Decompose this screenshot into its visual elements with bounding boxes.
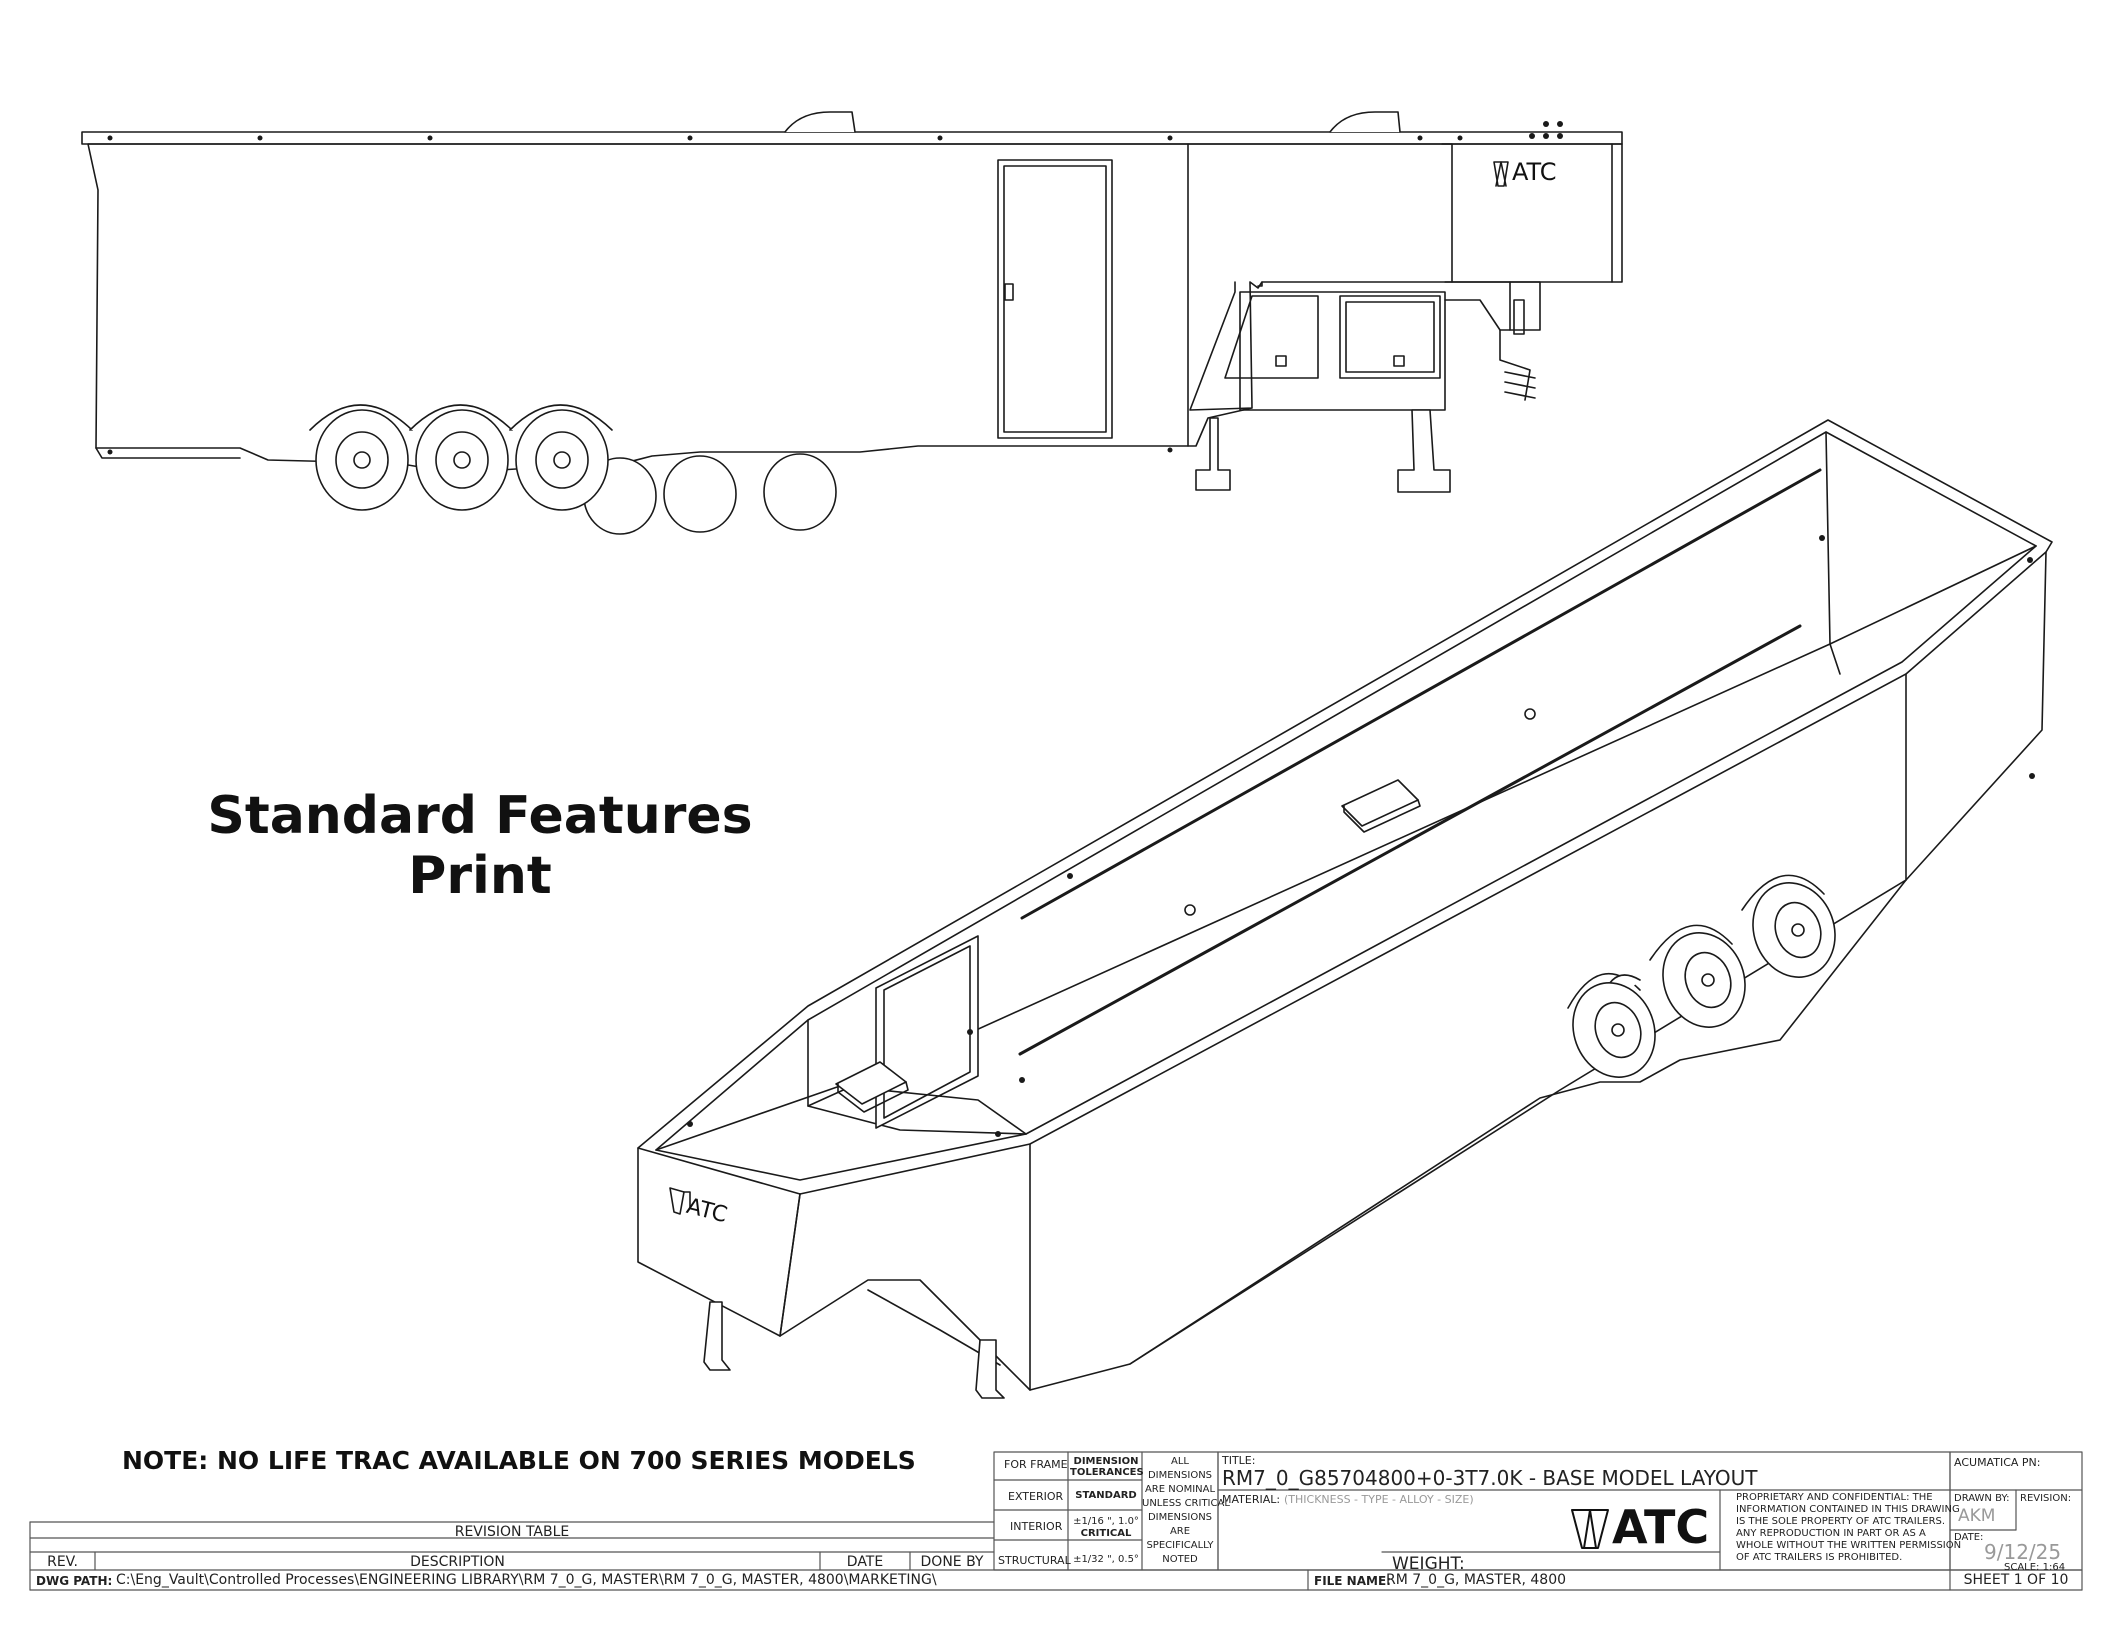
nominal-line: ARE NOMINAL (1144, 1484, 1216, 1495)
proprietary-line: INFORMATION CONTAINED IN THIS DRAWING (1736, 1504, 1960, 1515)
proprietary-line: IS THE SOLE PROPERTY OF ATC TRAILERS. (1736, 1516, 1946, 1527)
weight-label: WEIGHT: (1392, 1554, 1465, 1574)
scale-value: SCALE: 1:64 (2004, 1562, 2066, 1573)
drawn-by-value: AKM (1958, 1506, 1996, 1526)
side-view (82, 112, 1622, 534)
rev-column-header: REV. (47, 1554, 78, 1570)
iso-view-logo-text: ATC (683, 1194, 730, 1229)
exterior-label: EXTERIOR (1008, 1490, 1064, 1503)
interior-label: INTERIOR (1010, 1520, 1063, 1533)
isometric-view (638, 420, 2052, 1398)
proprietary-line: ANY REPRODUCTION IN PART OR AS A (1736, 1528, 1926, 1539)
dwg-path-label: DWG PATH: (36, 1574, 113, 1588)
nominal-line: SPECIFICALLY (1146, 1540, 1214, 1551)
nominal-line: DIMENSIONS (1147, 1470, 1213, 1481)
structural-label: STRUCTURAL (998, 1554, 1071, 1567)
proprietary-line: WHOLE WITHOUT THE WRITTEN PERMISSION (1736, 1540, 1962, 1551)
drawing-title: RM7_0_G85704800+0-3T7.0K - BASE MODEL LAYOUT (1222, 1466, 1758, 1490)
nominal-line: ARE (1169, 1526, 1191, 1537)
done-by-column-header: DONE BY (920, 1554, 984, 1570)
nominal-line: DIMENSIONS (1147, 1512, 1213, 1523)
nominal-note (1142, 1455, 1230, 1567)
description-column-header: DESCRIPTION (410, 1554, 505, 1570)
date-label: DATE: (1954, 1532, 1984, 1543)
tolerances-label: TOLERANCES (1070, 1467, 1144, 1478)
proprietary-line: PROPRIETARY AND CONFIDENTIAL: THE (1736, 1492, 1933, 1503)
material-value: (THICKNESS - TYPE - ALLOY - SIZE) (1284, 1493, 1474, 1506)
standard-value: ±1/16 ", 1.0° (1073, 1516, 1139, 1527)
file-name-value: RM 7_0_G, MASTER, 4800 (1386, 1572, 1567, 1588)
title-label: TITLE: (1222, 1454, 1256, 1467)
file-name-label: FILE NAME: (1314, 1574, 1391, 1588)
nominal-line: UNLESS CRITICAL (1142, 1498, 1230, 1509)
proprietary-line: OF ATC TRAILERS IS PROHIBITED. (1736, 1552, 1903, 1563)
nominal-line: NOTED (1162, 1554, 1198, 1565)
date-value: 9/12/25 (1984, 1540, 2062, 1564)
dimension-label: DIMENSION (1073, 1456, 1139, 1467)
headline-line-1: Standard Features (207, 786, 753, 846)
drawn-by-label: DRAWN BY: (1954, 1493, 2010, 1504)
dwg-path-value: C:\Eng_Vault\Controlled Processes\ENGINEERING LIBRARY\RM 7_0_G, MASTER\RM 7_0_G, MASTER, 4800\MARKETING\ (116, 1572, 937, 1588)
date-column-header: DATE (846, 1554, 884, 1570)
nominal-line: ALL (1171, 1456, 1189, 1467)
critical-label: CRITICAL (1080, 1528, 1132, 1539)
acumatica-label: ACUMATICA PN: (1954, 1456, 2041, 1469)
critical-value: ±1/32 ", 0.5° (1073, 1554, 1139, 1565)
revision-table-title: REVISION TABLE (454, 1524, 570, 1540)
headline (200, 786, 760, 906)
series-note: NOTE: NO LIFE TRAC AVAILABLE ON 700 SERIES MODELS (122, 1446, 916, 1475)
headline-line-2: Print (408, 846, 552, 906)
proprietary-notice (1736, 1492, 1961, 1564)
revision-label: REVISION: (2020, 1493, 2072, 1504)
atc-logo-mark-iso (670, 1188, 684, 1214)
atc-logo-mark-side (1494, 162, 1508, 186)
standard-label: STANDARD (1075, 1490, 1137, 1501)
material-label: MATERIAL: (1222, 1493, 1281, 1506)
title-block-logo-text: ATC (1612, 1500, 1710, 1554)
title-block-logo-mark (1572, 1510, 1608, 1548)
for-frame-label: FOR FRAME (1004, 1458, 1068, 1471)
side-view-logo-text: ATC (1512, 158, 1557, 186)
sheet-number: SHEET 1 OF 10 (1963, 1572, 2069, 1588)
